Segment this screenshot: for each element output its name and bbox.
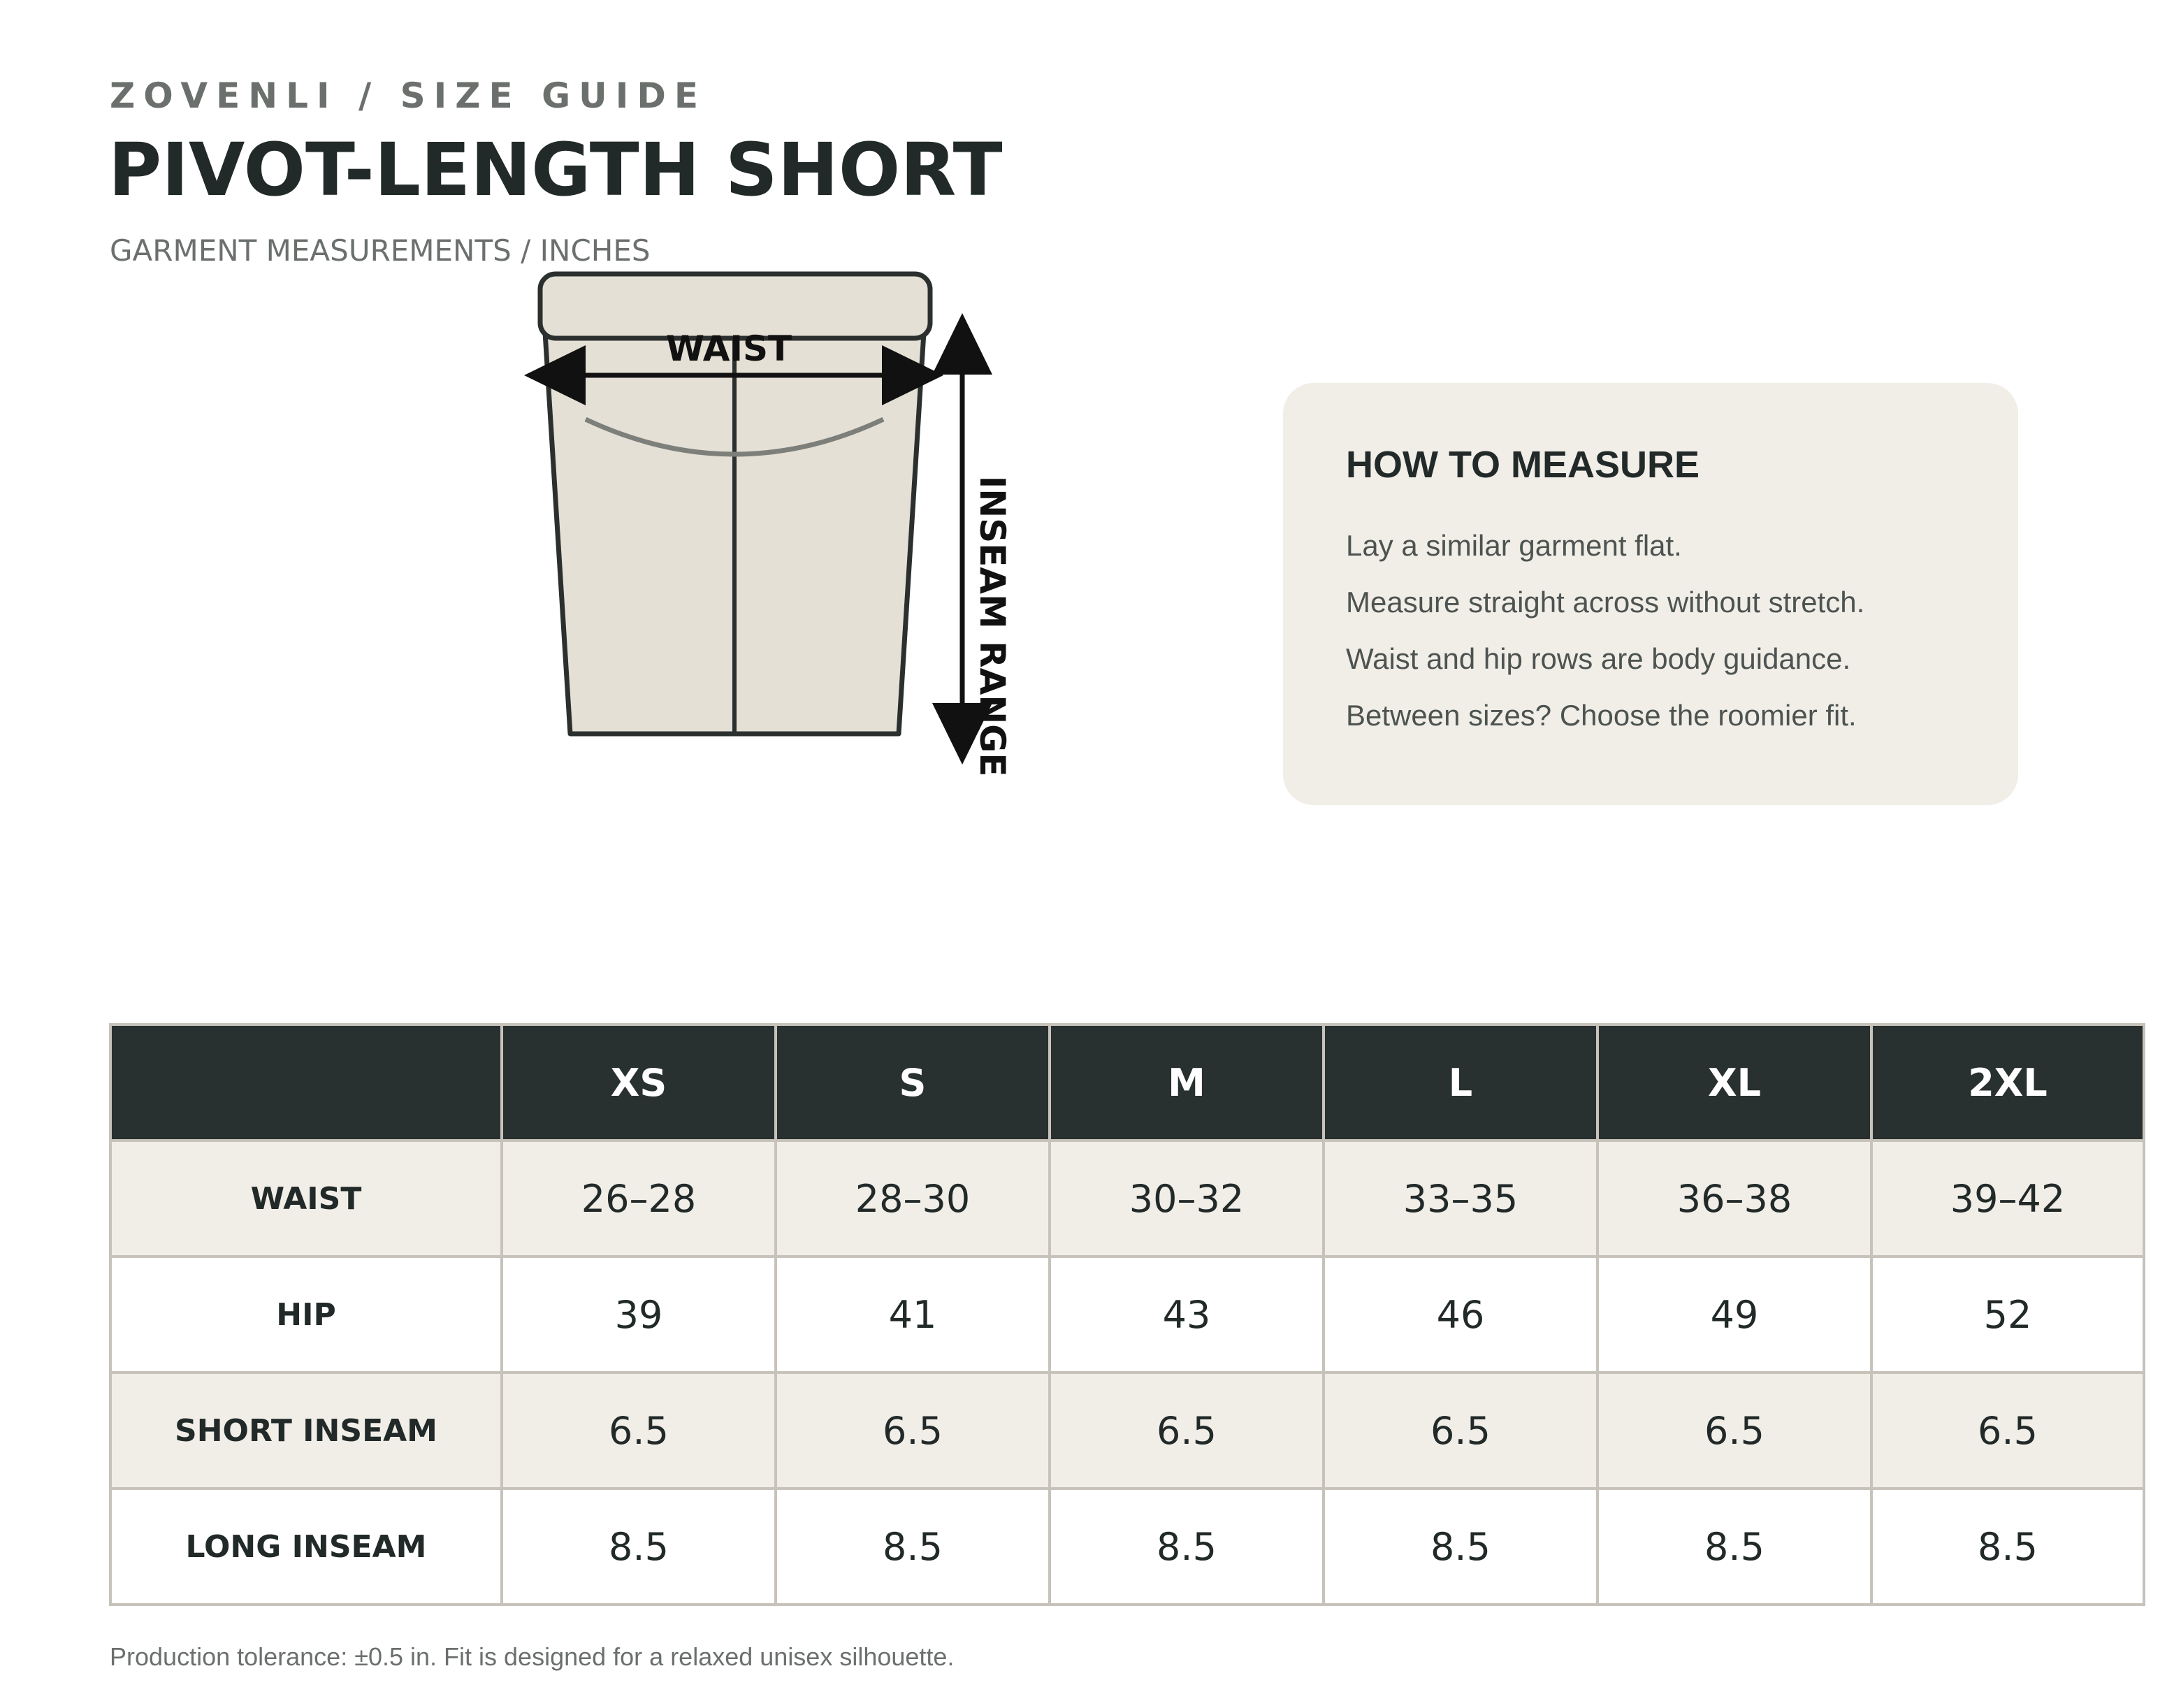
size-column-header: L bbox=[1324, 1025, 1597, 1141]
how-to-measure-list bbox=[1346, 517, 1864, 744]
measure-step: Lay a similar garment flat. bbox=[1346, 529, 1682, 562]
size-header-row bbox=[110, 1025, 2144, 1141]
table-cell: 8.5 bbox=[1597, 1489, 1871, 1605]
table-cell: 33–35 bbox=[1324, 1141, 1597, 1257]
table-cell: 39–42 bbox=[1871, 1141, 2144, 1257]
measure-step: Between sizes? Choose the roomier fit. bbox=[1346, 699, 1857, 732]
size-column-header: S bbox=[776, 1025, 1050, 1141]
table-cell: 41 bbox=[776, 1257, 1050, 1373]
table-cell: 8.5 bbox=[1050, 1489, 1324, 1605]
inseam-label: INSEAM RANGE bbox=[972, 475, 1013, 777]
row-label: HIP bbox=[110, 1257, 502, 1373]
footnote: Production tolerance: ±0.5 in. Fit is designed for a relaxed unisex silhouette. bbox=[110, 1642, 955, 1671]
row-label: LONG INSEAM bbox=[110, 1489, 502, 1605]
size-column-header: M bbox=[1050, 1025, 1324, 1141]
table-cell: 49 bbox=[1597, 1257, 1871, 1373]
row-label: WAIST bbox=[110, 1141, 502, 1257]
brand-label: ZOVENLI / SIZE GUIDE bbox=[110, 75, 706, 116]
table-cell: 46 bbox=[1324, 1257, 1597, 1373]
table-cell: 6.5 bbox=[502, 1373, 776, 1489]
table-cell: 8.5 bbox=[776, 1489, 1050, 1605]
table-cell: 43 bbox=[1050, 1257, 1324, 1373]
table-cell: 39 bbox=[502, 1257, 776, 1373]
page-title: PIVOT-LENGTH SHORT bbox=[108, 127, 1003, 212]
size-table bbox=[109, 1023, 2145, 1606]
table-corner-cell bbox=[110, 1025, 502, 1141]
table-row-short-inseam bbox=[110, 1373, 2144, 1489]
size-column-header: XS bbox=[502, 1025, 776, 1141]
table-cell: 8.5 bbox=[1324, 1489, 1597, 1605]
table-cell: 30–32 bbox=[1050, 1141, 1324, 1257]
table-cell: 6.5 bbox=[1324, 1373, 1597, 1489]
table-cell: 36–38 bbox=[1597, 1141, 1871, 1257]
table-row-hip bbox=[110, 1257, 2144, 1373]
table-cell: 6.5 bbox=[776, 1373, 1050, 1489]
table-row-waist bbox=[110, 1141, 2144, 1257]
measure-step: Waist and hip rows are body guidance. bbox=[1346, 642, 1851, 675]
size-column-header: 2XL bbox=[1871, 1025, 2144, 1141]
table-cell: 6.5 bbox=[1871, 1373, 2144, 1489]
table-cell: 6.5 bbox=[1597, 1373, 1871, 1489]
table-cell: 52 bbox=[1871, 1257, 2144, 1373]
size-column-header: XL bbox=[1597, 1025, 1871, 1141]
table-cell: 8.5 bbox=[1871, 1489, 2144, 1605]
table-row-long-inseam bbox=[110, 1489, 2144, 1605]
page-subtitle: GARMENT MEASUREMENTS / INCHES bbox=[110, 233, 651, 268]
table-cell: 26–28 bbox=[502, 1141, 776, 1257]
measure-step: Measure straight across without stretch. bbox=[1346, 586, 1865, 618]
table-cell: 28–30 bbox=[776, 1141, 1050, 1257]
how-to-measure-heading: HOW TO MEASURE bbox=[1346, 444, 1700, 486]
how-to-measure-card bbox=[1283, 383, 2018, 805]
table-cell: 6.5 bbox=[1050, 1373, 1324, 1489]
table-cell: 8.5 bbox=[502, 1489, 776, 1605]
waist-label: WAIST bbox=[665, 328, 792, 369]
row-label: SHORT INSEAM bbox=[110, 1373, 502, 1489]
